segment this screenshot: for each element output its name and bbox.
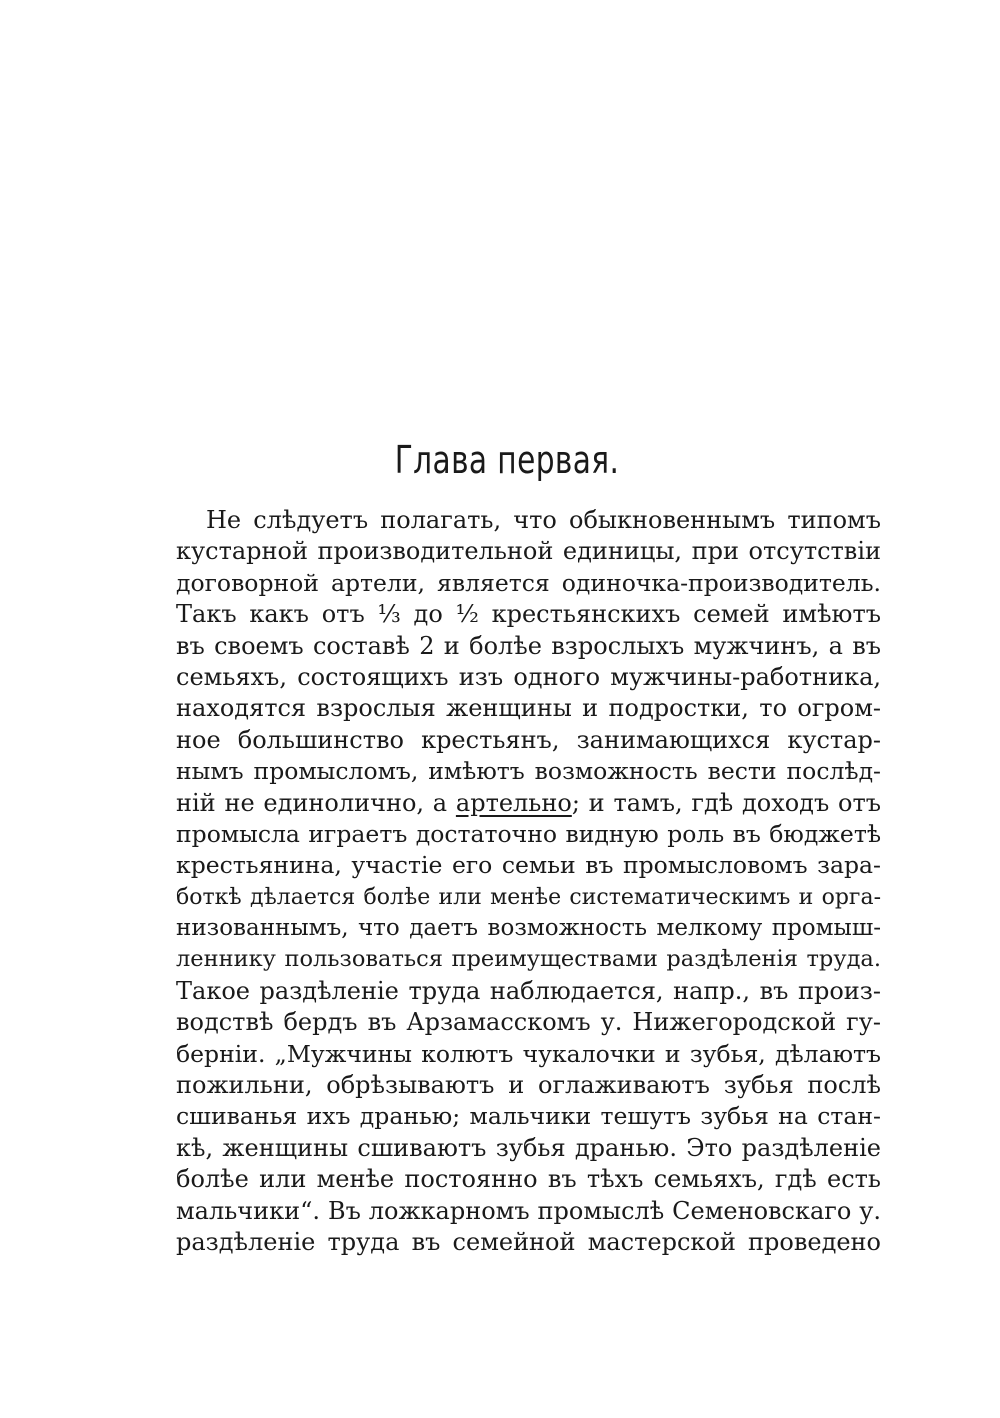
text-line: раздѣленіе труда въ семейной мастерской проведено [176,1227,881,1256]
text-line: кустарной производительной единицы, при отсутствіи [176,537,881,566]
text-line: леннику пользоваться преимуществами раздѣленія труда. [176,946,881,973]
text-fragment: ній не единолично, а [176,788,456,817]
text-line: нымъ промысломъ, имѣютъ возможность вести послѣд- [176,757,881,786]
text-line: пожильни, обрѣзываютъ и оглаживаютъ зубья послѣ [176,1071,881,1100]
text-line: въ своемъ составѣ 2 и болѣе взрослыхъ мужчинъ, а въ [176,631,881,660]
text-line: промысла играетъ достаточно видную роль въ бюджетѣ [176,819,881,848]
text-line: низованнымъ, что даетъ возможность мелкому промыш- [176,915,881,942]
body-text [176,505,881,1258]
chapter-title: Глава первая. [394,438,620,482]
text-line: кѣ, женщины сшиваютъ зубья дранью. Это раздѣленіе [176,1133,881,1162]
underlined-word: артельно [455,788,572,817]
text-line: ное большинство крестьянъ, занимающихся кустар- [176,725,881,754]
text-line-underlined [176,788,881,819]
text-line: находятся взрослыя женщины и подростки, то огром- [176,694,881,723]
text-fragment: ; и тамъ, гдѣ доходъ отъ [571,788,881,817]
text-line: водствѣ бердъ въ Арзамасскомъ у. Нижегородской гу- [176,1008,881,1037]
text-line: Такъ какъ отъ ⅓ до ½ крестьянскихъ семей имѣютъ [176,600,881,629]
text-line: берніи. „Мужчины колютъ чукалочки и зубья, дѣлаютъ [176,1039,881,1068]
text-line: боткѣ дѣлается болѣе или менѣе систематическимъ и орга- [176,884,881,910]
text-line: Такое раздѣленіе труда наблюдается, напр., въ произ- [176,976,881,1005]
text-line: договорной артели, является одиночка-производитель. [176,568,881,597]
text-line: Не слѣдуетъ полагать, что обыкновеннымъ типомъ [206,506,881,534]
text-line: крестьянина, участіе его семьи въ промысловомъ зара- [176,851,881,880]
text-line: мальчики“. Въ ложкарномъ промыслѣ Семеновскаго у. [176,1196,881,1225]
text-line: болѣе или менѣе постоянно въ тѣхъ семьяхъ, гдѣ есть [176,1165,881,1194]
text-line: семьяхъ, состоящихъ изъ одного мужчины-работника, [176,662,881,691]
text-line: сшиванья ихъ дранью; мальчики тешутъ зубья на стан- [176,1102,881,1131]
